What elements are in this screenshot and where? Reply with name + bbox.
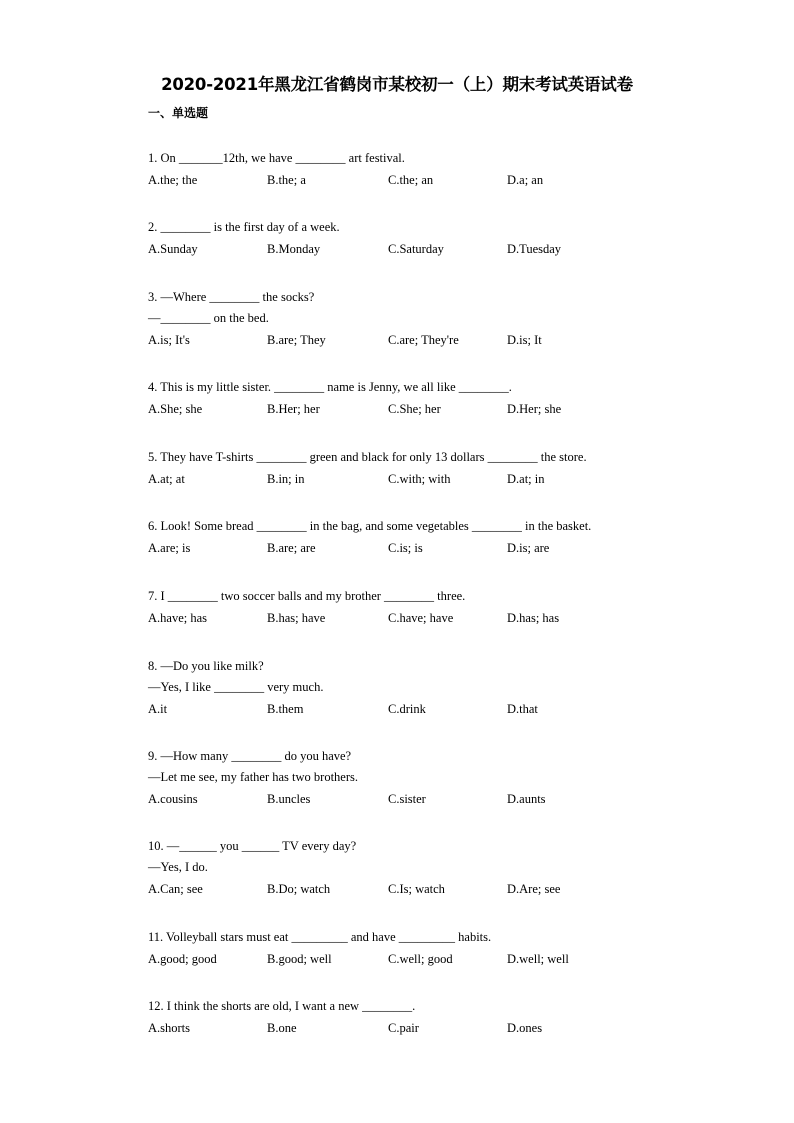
option-b: B.are; are	[267, 541, 316, 555]
option-a: A.have; has	[148, 611, 208, 625]
option-b: B.the; a	[267, 173, 306, 187]
question-text: —Let me see, my father has two brothers.	[148, 770, 359, 784]
options-row	[148, 788, 708, 811]
question-3	[148, 287, 708, 352]
option-a: A.the; the	[148, 173, 198, 187]
option-c: C.Saturday	[388, 242, 444, 256]
option-b: B.in; in	[267, 472, 305, 486]
question-11	[148, 927, 708, 971]
question-text: 8. —Do you like milk?	[148, 659, 264, 673]
option-c: C.well; good	[388, 952, 453, 966]
question-text: 4. This is my little sister. ________ name is Jenny, we all like ________.	[148, 380, 512, 394]
option-d: D.a; an	[507, 173, 544, 187]
question-12	[148, 996, 708, 1040]
option-d: D.is; It	[507, 333, 542, 347]
option-c: C.sister	[388, 792, 426, 806]
options-row	[148, 698, 708, 721]
question-text: —Yes, I do.	[148, 860, 208, 874]
option-b: B.has; have	[267, 611, 326, 625]
option-d: D.at; in	[507, 472, 545, 486]
option-b: B.are; They	[267, 333, 326, 347]
question-10	[148, 836, 708, 901]
question-9	[148, 746, 708, 811]
option-b: B.uncles	[267, 792, 311, 806]
option-a: A.Can; see	[148, 882, 203, 896]
option-d: D.has; has	[507, 611, 560, 625]
options-row	[148, 948, 708, 971]
question-6	[148, 516, 708, 560]
question-text: —Yes, I like ________ very much.	[148, 680, 324, 694]
option-c: C.Is; watch	[388, 882, 445, 896]
question-text: 11. Volleyball stars must eat _________ and have _________ habits.	[148, 930, 492, 944]
option-a: A.good; good	[148, 952, 217, 966]
question-7	[148, 586, 708, 630]
option-b: B.good; well	[267, 952, 332, 966]
option-a: A.at; at	[148, 472, 185, 486]
option-c: C.is; is	[388, 541, 423, 555]
option-d: D.Tuesday	[507, 242, 562, 256]
option-b: B.Do; watch	[267, 882, 331, 896]
question-text: 2. ________ is the first day of a week.	[148, 220, 340, 234]
question-8	[148, 656, 708, 721]
option-d: D.is; are	[507, 541, 550, 555]
options-row	[148, 238, 708, 261]
option-c: C.pair	[388, 1021, 419, 1035]
option-a: A.Sunday	[148, 242, 198, 256]
question-text: 12. I think the shorts are old, I want a new ________.	[148, 999, 416, 1013]
option-d: D.aunts	[507, 792, 546, 806]
page-title: 2020-2021年黑龙江省鹤岗市某校初一（上）期末考试英语试卷	[161, 75, 633, 94]
options-row	[148, 468, 708, 491]
option-d: D.ones	[507, 1021, 543, 1035]
option-b: B.Her; her	[267, 402, 320, 416]
option-a: A.is; It's	[148, 333, 190, 347]
options-row	[148, 537, 708, 560]
option-c: C.drink	[388, 702, 426, 716]
option-b: B.Monday	[267, 242, 321, 256]
option-d: D.Her; she	[507, 402, 562, 416]
question-text: 10. —______ you ______ TV every day?	[148, 839, 357, 853]
options-row	[148, 878, 708, 901]
option-a: A.it	[148, 702, 168, 716]
question-text: 7. I ________ two soccer balls and my brother ________ three.	[148, 589, 466, 603]
options-row	[148, 607, 708, 630]
option-c: C.with; with	[388, 472, 451, 486]
option-c: C.She; her	[388, 402, 441, 416]
option-b: B.one	[267, 1021, 297, 1035]
question-1	[148, 148, 708, 192]
options-row	[148, 329, 708, 352]
option-a: A.She; she	[148, 402, 203, 416]
option-c: C.the; an	[388, 173, 434, 187]
question-text: 1. On _______12th, we have ________ art festival.	[148, 151, 405, 165]
question-text: 6. Look! Some bread ________ in the bag, and some vegetables ________ in the basket.	[148, 519, 592, 533]
option-a: A.are; is	[148, 541, 191, 555]
option-d: D.Are; see	[507, 882, 561, 896]
option-a: A.cousins	[148, 792, 198, 806]
option-d: D.well; well	[507, 952, 569, 966]
section-heading: 一、单选题	[148, 106, 209, 120]
question-text: 3. —Where ________ the socks?	[148, 290, 315, 304]
options-row	[148, 398, 708, 421]
option-a: A.shorts	[148, 1021, 191, 1035]
question-text: —________ on the bed.	[148, 311, 269, 325]
question-4	[148, 377, 708, 421]
options-row	[148, 169, 708, 192]
option-b: B.them	[267, 702, 304, 716]
option-d: D.that	[507, 702, 538, 716]
option-c: C.have; have	[388, 611, 454, 625]
question-5	[148, 447, 708, 491]
question-text: 9. —How many ________ do you have?	[148, 749, 352, 763]
options-row	[148, 1017, 708, 1040]
question-2	[148, 217, 708, 261]
option-c: C.are; They're	[388, 333, 459, 347]
question-text: 5. They have T-shirts ________ green and black for only 13 dollars ________ the store.	[148, 450, 587, 464]
